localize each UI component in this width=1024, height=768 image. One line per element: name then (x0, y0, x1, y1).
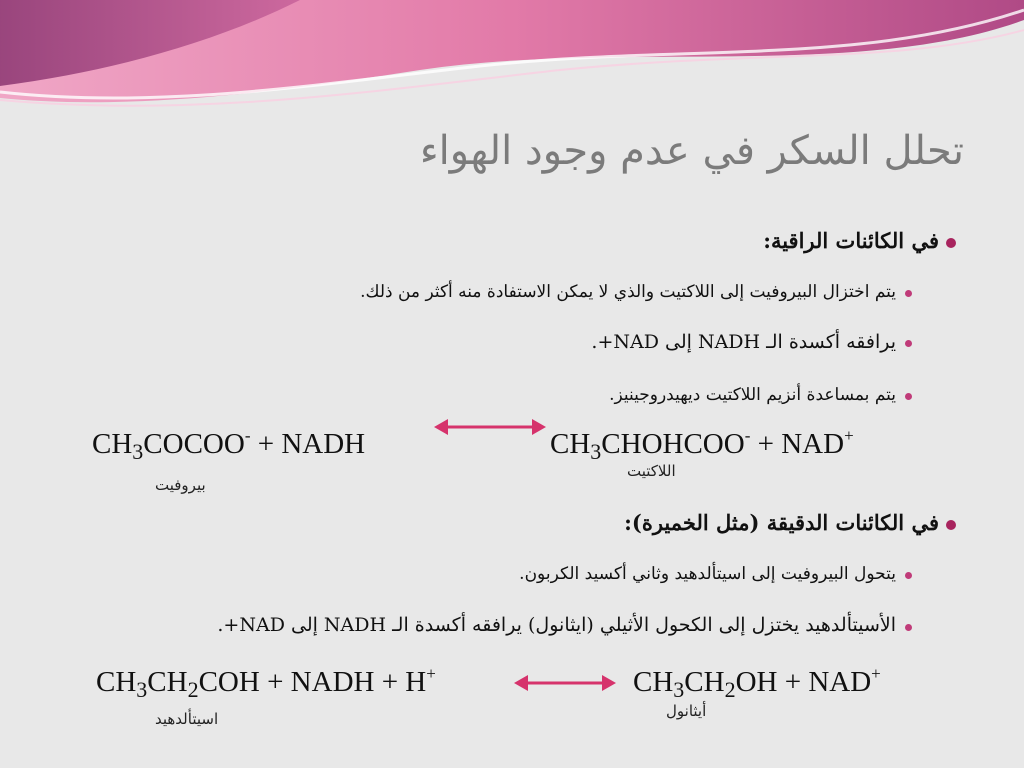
section1-bullet-2: يرافقه أكسدة الـ NADH إلى NAD+. (591, 331, 896, 353)
bullet-marker (946, 238, 956, 248)
bullet-marker (905, 572, 912, 579)
equation2-left: $CH_3CH_2COH$ + NADH + H+ (96, 664, 436, 702)
bullet-marker (946, 520, 956, 530)
reversible-arrow-icon (510, 671, 620, 695)
lactate-label: اللاكتيت (627, 462, 676, 480)
decorative-banner (0, 0, 1024, 120)
section1-bullet-3: يتم بمساعدة أنزيم اللاكتيت ديهيدروجينيز. (609, 385, 896, 405)
equation2-right: $CH_3CH_2OH + NAD^+$ (633, 664, 881, 702)
equation1-right: $CH_3CHOHCOO^- + NAD^+$ (550, 426, 854, 464)
bullet-marker (905, 393, 912, 400)
bullet-marker (905, 624, 912, 631)
reversible-arrow-icon (430, 415, 550, 439)
section2-heading: في الكائنات الدقيقة (مثل الخميرة): (624, 510, 939, 535)
section1-bullet-1: يتم اختزال البيروفيت إلى اللاكتيت والذي لا يمكن الاستفادة منه أكثر من ذلك. (360, 282, 896, 302)
equation1-left: $CH_3COCOO^-$ + NADH (92, 426, 366, 464)
pyruvate-label: بيروفيت (155, 476, 206, 494)
ethanol-label: أيثانول (666, 702, 707, 720)
slide-title: تحلل السكر في عدم وجود الهواء (419, 128, 964, 174)
section2-bullet-1: يتحول البيروفيت إلى اسيتألدهيد وثاني أكسيد الكربون. (519, 564, 896, 584)
bullet-marker (905, 290, 912, 297)
bullet-marker (905, 340, 912, 347)
section1-heading: في الكائنات الراقية: (763, 228, 939, 253)
section2-bullet-2: الأسيتألدهيد يختزل إلى الكحول الأثيلي (ايثانول) يرافقه أكسدة الـ NADH إلى NAD+. (217, 614, 896, 636)
acetaldehyde-label: اسيتألدهيد (155, 710, 219, 728)
